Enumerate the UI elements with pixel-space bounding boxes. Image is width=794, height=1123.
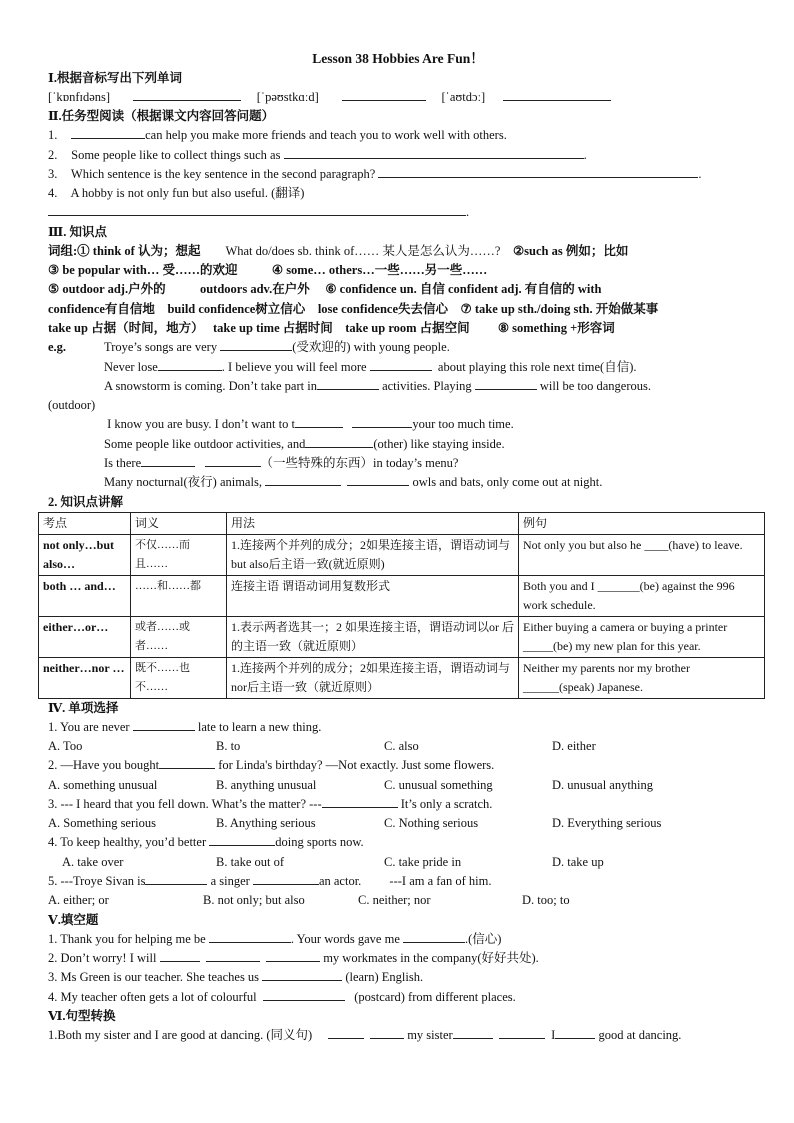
- mc-options-3: [48, 814, 748, 833]
- answer-blank[interactable]: [209, 833, 275, 846]
- table-cell: 不仅……而且……: [131, 534, 227, 575]
- option-d[interactable]: D. take up: [552, 854, 604, 869]
- section-4-heading: Ⅳ. 单项选择: [48, 700, 119, 715]
- table-cell: not only…but also…: [39, 534, 131, 575]
- table-cell: Both you and I _______(be) against the 996 work schedule.: [519, 575, 765, 616]
- reading-question-3: 3. Which sentence is the key sentence in the second paragraph? .: [48, 166, 702, 181]
- fill-question-1: 1. Thank you for helping me be . Your words gave me .(信心): [48, 931, 502, 946]
- table-cell: Neither my parents nor my brother ______(speak) Japanese.: [519, 657, 765, 698]
- page-title: Lesson 38 Hobbies Are Fun！: [312, 51, 484, 66]
- example-4: I know you are busy. I don’t want to t your too much time.: [107, 417, 514, 432]
- phrase-line-1: 词组:① think of 认为；想起 What do/does sb. think of…… 某人是怎么认为……? ②such as 例如；比如: [48, 243, 629, 258]
- table-header: 词义: [131, 512, 227, 534]
- phrase-line-5: take up 占据（时间，地方） take up time 占据时间 take up room 占据空间 ⑧ something +形容词: [48, 320, 615, 335]
- answer-blank[interactable]: [220, 338, 292, 351]
- answer-blank[interactable]: [158, 358, 222, 371]
- answer-blank[interactable]: [403, 930, 465, 943]
- answer-blank[interactable]: [48, 203, 466, 216]
- reading-question-1: 1. can help you make more friends and teach you to work well with others.: [48, 128, 507, 143]
- answer-blank[interactable]: [145, 872, 207, 885]
- option-b[interactable]: B. take out of: [216, 854, 285, 869]
- table-cell: Not only you but also he ____(have) to leave.: [519, 534, 765, 575]
- table-cell: 或者……或者……: [131, 616, 227, 657]
- answer-blank[interactable]: [305, 435, 373, 448]
- answer-blank[interactable]: [133, 718, 195, 731]
- table-header: 用法: [227, 512, 519, 534]
- option-a[interactable]: A. take over: [62, 854, 124, 869]
- answer-blank[interactable]: [370, 1026, 404, 1039]
- answer-blank[interactable]: [328, 1026, 364, 1039]
- table-cell: ……和……都: [131, 575, 227, 616]
- answer-blank[interactable]: [141, 454, 195, 467]
- phonetic-2: [ˈpəʊstkɑːd]: [256, 90, 319, 104]
- option-a[interactable]: A. Something serious: [48, 816, 156, 831]
- table-cell: neither…nor …: [39, 657, 131, 698]
- answer-blank[interactable]: [209, 930, 291, 943]
- answer-blank[interactable]: [347, 473, 409, 486]
- mc-question-2: 2. —Have you bought for Linda's birthday? —Not exactly. Just some flowers.: [48, 758, 495, 773]
- answer-blank[interactable]: [262, 968, 342, 981]
- answer-blank[interactable]: [503, 88, 611, 101]
- answer-blank[interactable]: [253, 872, 319, 885]
- answer-blank[interactable]: [265, 473, 341, 486]
- option-b[interactable]: B. to: [216, 738, 241, 753]
- fill-question-3: 3. Ms Green is our teacher. She teaches us (learn) English.: [48, 970, 424, 985]
- table-cell: 1.连接两个并列的成分；2如果连接主语，谓语动词与nor后主语一致（就近原则）: [227, 657, 519, 698]
- answer-blank[interactable]: [295, 415, 343, 428]
- section-1-heading: Ⅰ.根据音标写出下列单词: [48, 71, 182, 85]
- answer-blank[interactable]: [370, 358, 432, 371]
- example-7: Many nocturnal(夜行) animals, owls and bats, only come out at night.: [104, 475, 603, 490]
- example-5: Some people like outdoor activities, and (other) like staying inside.: [104, 436, 505, 451]
- section-3-heading: Ⅲ. 知识点: [48, 224, 107, 239]
- section-6-heading: Ⅵ.句型转换: [48, 1008, 116, 1023]
- table-row: [39, 575, 765, 616]
- option-d[interactable]: D. either: [552, 738, 596, 753]
- section-5-heading: Ⅴ.填空题: [48, 912, 99, 927]
- reading-question-4: 4. A hobby is not only fun but also useful. (翻译): [48, 186, 305, 201]
- answer-blank[interactable]: [322, 795, 398, 808]
- table-cell: 连接主语 谓语动词用复数形式: [227, 575, 519, 616]
- answer-blank[interactable]: [555, 1026, 595, 1039]
- example-6: Is there （一些特殊的东西）in today’s menu?: [104, 456, 459, 471]
- phonetic-3: [ˈaʊtdɔː]: [441, 90, 486, 104]
- option-d[interactable]: D. Everything serious: [552, 816, 662, 831]
- answer-blank[interactable]: [499, 1026, 545, 1039]
- reading-question-2: 2. Some people like to collect things such as .: [48, 147, 587, 162]
- phonetics-row: [48, 88, 748, 107]
- worksheet-content: [43, 50, 748, 1045]
- fill-question-2: 2. Don’t worry! I will my workmates in the company(好好共处).: [48, 950, 539, 965]
- option-c[interactable]: C. also: [384, 738, 419, 753]
- table-cell: Either buying a camera or buying a printer _____(be) my new plan for this year.: [519, 616, 765, 657]
- mc-question-4: 4. To keep healthy, you’d better doing sports now.: [48, 835, 364, 850]
- example-3-hint: (outdoor): [48, 398, 96, 413]
- option-a[interactable]: A. something unusual: [48, 777, 158, 792]
- answer-blank[interactable]: [205, 454, 261, 467]
- table-cell: 1.表示两者选其一；2 如果连接主语，谓语动词以or 后的主语一致（就近原则）: [227, 616, 519, 657]
- phonetic-1: [ˈkɒnfɪdəns]: [48, 90, 111, 104]
- section-2-heading: Ⅱ.任务型阅读（根据课文内容回答问题）: [48, 109, 275, 124]
- translation-answer-line: .: [48, 203, 748, 222]
- answer-blank[interactable]: [342, 88, 426, 101]
- answer-blank[interactable]: [453, 1026, 493, 1039]
- table-header: 例句: [519, 512, 765, 534]
- option-d[interactable]: D. unusual anything: [552, 777, 654, 792]
- answer-blank[interactable]: [266, 949, 320, 962]
- table-row: [39, 616, 765, 657]
- option-a[interactable]: A. either; or: [48, 893, 109, 908]
- mc-options-2: [48, 776, 748, 795]
- fill-question-4: 4. My teacher often gets a lot of colourful (postcard) from different places.: [48, 989, 516, 1004]
- example-3: A snowstorm is coming. Don’t take part in activities. Playing will be too dangerous.: [104, 378, 651, 393]
- option-b[interactable]: B. not only; but also: [203, 893, 305, 908]
- table-cell: either…or…: [39, 616, 131, 657]
- option-c[interactable]: C. take pride in: [384, 854, 462, 869]
- answer-blank[interactable]: [71, 126, 145, 139]
- answer-blank[interactable]: [378, 165, 698, 178]
- table-header: 考点: [39, 512, 131, 534]
- phrase-line-2: ③ be popular with… 受……的欢迎 ④ some… others…一些……另一些……: [48, 263, 488, 278]
- option-c[interactable]: C. neither; nor: [358, 893, 431, 908]
- phrase-line-3: ⑤ outdoor adj.户外的 outdoors adv.在户外 ⑥ confidence un. 自信 confident adj. 有自信的 with: [48, 282, 602, 297]
- option-c[interactable]: C. Nothing serious: [384, 816, 479, 831]
- table-row: [39, 534, 765, 575]
- example-1: e.g. Troye’s songs are very (受欢迎的) with young people.: [48, 340, 450, 355]
- mc-question-3: 3. --- I heard that you fell down. What’s the matter? --- It’s only a scratch.: [48, 796, 493, 811]
- example-2: Never lose . I believe you will feel more about playing this role next time(自信).: [104, 359, 637, 374]
- table-cell: 既不……也不……: [131, 657, 227, 698]
- answer-blank[interactable]: [263, 988, 345, 1001]
- phrase-line-4: confidence有自信地 build confidence树立信心 lose confidence失去信心 ⑦ take up sth./doing sth. 开始做某事: [48, 301, 659, 316]
- answer-blank[interactable]: [206, 949, 260, 962]
- section-3b-heading: 2. 知识点讲解: [48, 494, 124, 509]
- option-b[interactable]: B. Anything serious: [216, 816, 316, 831]
- answer-blank[interactable]: [159, 756, 215, 769]
- answer-blank[interactable]: [352, 415, 412, 428]
- option-c[interactable]: C. unusual something: [384, 777, 493, 792]
- answer-blank[interactable]: [317, 377, 379, 390]
- mc-question-1: 1. You are never late to learn a new thing.: [48, 719, 322, 734]
- option-a[interactable]: A. Too: [48, 738, 83, 753]
- table-cell: 1.连接两个并列的成分；2如果连接主语，谓语动词与but also后主语一致(就近原则): [227, 534, 519, 575]
- table-header-row: [39, 512, 765, 534]
- option-b[interactable]: B. anything unusual: [216, 777, 317, 792]
- transform-question-1: 1.Both my sister and I are good at dancing. (同义句) my sister I good at dancing.: [48, 1027, 682, 1042]
- table-row: [39, 657, 765, 698]
- mc-options-5: [48, 891, 748, 910]
- answer-blank[interactable]: [160, 949, 200, 962]
- mc-options-4: [48, 853, 748, 872]
- answer-blank[interactable]: [133, 88, 241, 101]
- mc-question-5: 5. ---Troye Sivan is a singer an actor. ---I am a fan of him.: [48, 874, 492, 889]
- answer-blank[interactable]: [284, 146, 584, 159]
- table-cell: both … and…: [39, 575, 131, 616]
- knowledge-table: [38, 512, 765, 699]
- option-d[interactable]: D. too; to: [522, 893, 570, 908]
- mc-options-1: [48, 737, 748, 756]
- answer-blank[interactable]: [475, 377, 537, 390]
